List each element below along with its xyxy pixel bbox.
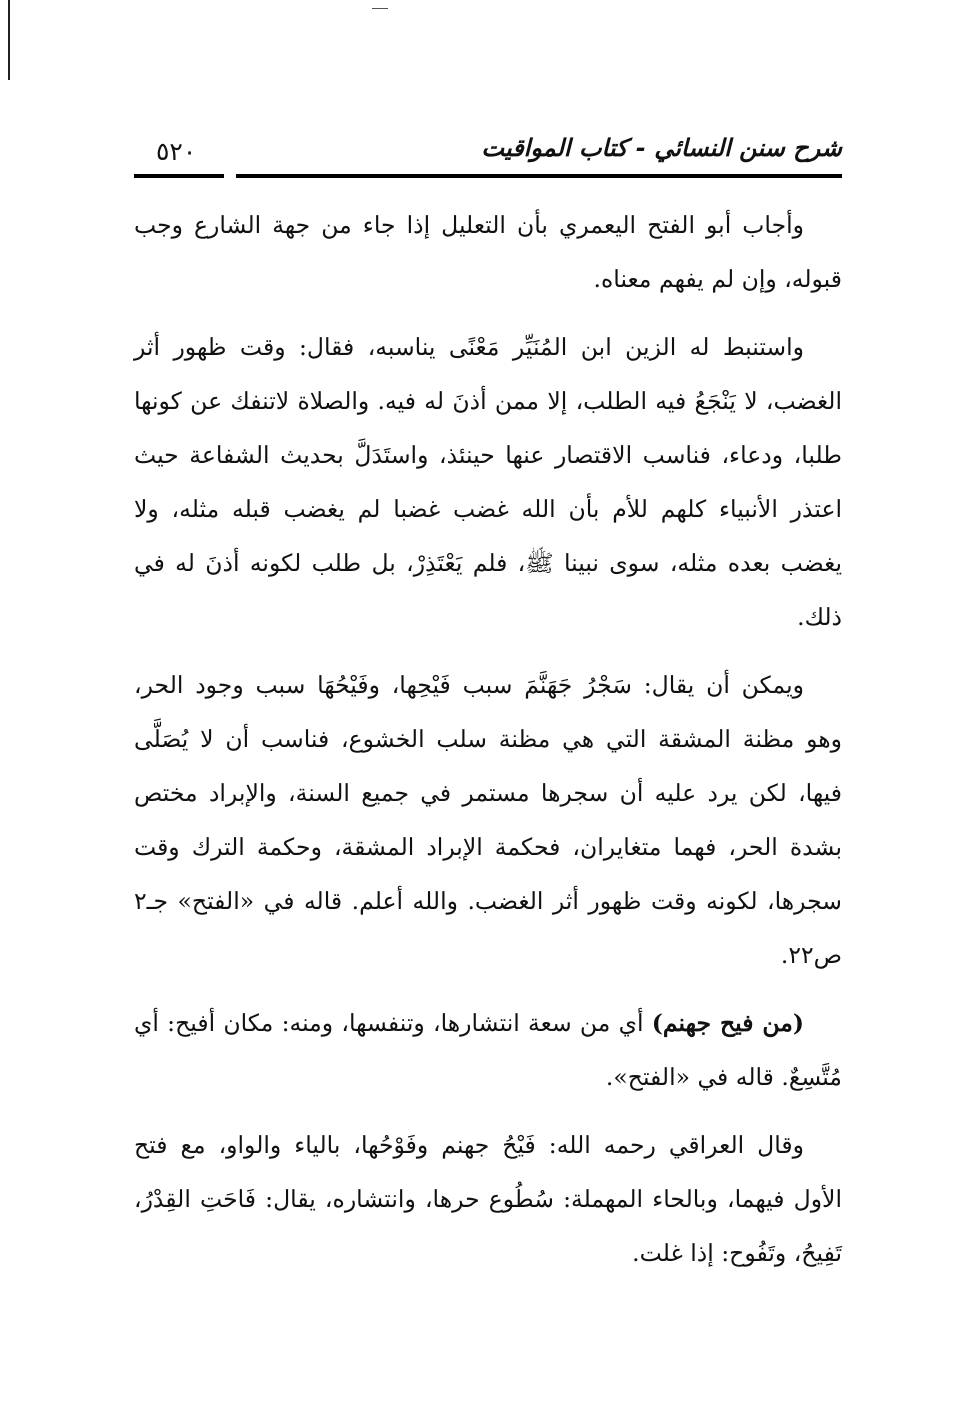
paragraph-1: وأجاب أبو الفتح اليعمري بأن التعليل إذا جاء من جهة الشارع وجب قبوله، وإن لم يفهم معناه. [134, 211, 842, 293]
body-text [134, 198, 842, 1294]
paragraph-5: وقال العراقي رحمه الله: فَيْحُ جهنم وفَوْحُها، بالياء والواو، مع فتح الأول فيهما، وبالحاء المهملة: سُطُوع حرها، وانتشاره، يقال: فَاحَتِ القِدْرُ، تَفِيحُ، وتَفُوح: إذا غلت. [134, 1131, 842, 1267]
page-number: ٥٢٠ [156, 137, 197, 166]
paragraph-4-lead: (من فيح جهنم) [651, 1009, 804, 1037]
scan-edge-mark [8, 0, 10, 80]
paragraph-3: ويمكن أن يقال: سَجْرُ جَهَنَّمَ سبب فَيْحِها، وفَيْحُهَا سبب وجود الحر، وهو مظنة المشقة التي هي مظنة سلب الخشوع، فناسب أن لا يُصَلَّى فيها، لكن يرد عليه أن سجرها مستمر في جميع السنة، والإبراد مختص بشدة الحر، فهما متغايران، فحكمة الإبراد المشقة، وحكمة الترك وقت سجرها، لكونه وقت ظهور أثر الغضب. والله أعلم. قاله في «الفتح» جـ٢ ص٢٢. [134, 671, 842, 969]
scan-tick-mark [372, 8, 388, 9]
header-rule-gap [224, 172, 236, 180]
page-header [134, 128, 842, 186]
running-title: شرح سنن النسائي - كتاب المواقيت [481, 134, 842, 162]
paragraph-4-text: أي من سعة انتشارها، وتنفسها، ومنه: مكان أفيح: أي مُتَّسِعٌ. قاله في «الفتح». [134, 1009, 842, 1091]
paragraph-4 [134, 996, 842, 1104]
header-rule [134, 174, 842, 178]
paragraph-2: واستنبط له الزين ابن المُنَيِّر مَعْنًى يناسبه، فقال: وقت ظهور أثر الغضب، لا يَنْجَعُ فيه الطلب، إلا ممن أذنَ له فيه. والصلاة لاتنفك عن كونها طلبا، ودعاء، فناسب الاقتصار عنها حينئذ، واستَدَلَّ بحديث الشفاعة حيث اعتذر الأنبياء كلهم للأم بأن الله غضب غضبا لم يغضب قبله مثله، ولا يغضب بعده مثله، سوى نبينا ﷺ، فلم يَعْتَذِرْ، بل طلب لكونه أذنَ له في ذلك. [134, 333, 842, 631]
